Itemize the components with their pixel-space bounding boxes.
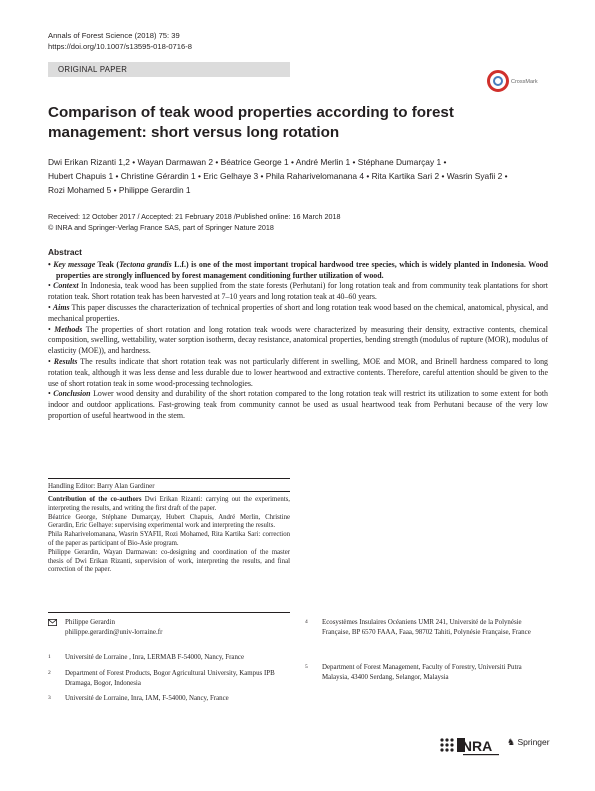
conclusion-text: Lower wood density and durability of the short rotation compared to the long rotation teak will restrict its utilization to some extent for both indoor and outdoor applications. Fast-growing teak from community cannot be used as usual heartwood teak from Perhutani because of the very low proportion of useful heartwood in the stem. — [48, 389, 548, 420]
inra-logo — [437, 734, 507, 760]
conclusion-label: Conclusion — [53, 389, 91, 399]
paper-title: Comparison of teak wood properties according to forest management: short versus long rotation — [48, 104, 454, 141]
key-message: • Key message Teak (Tectona grandis L.f.) is one of the most important tropical hardwood tree species, which is widely planted in Indonesia. Wood properties are strongly influenced by forest management conditioning further utilization of wood. — [48, 259, 548, 280]
publication-dates — [48, 212, 340, 233]
affiliation-text: Université de Lorraine , Inra, LERMAB F-54000, Nancy, France — [65, 654, 245, 661]
abstract-aims: • Aims This paper discusses the characterization of technical properties of short and long rotation teak wood based on the chemical, anatomical, physical, and mechanical properties. — [48, 302, 548, 323]
crossmark-icon — [487, 70, 509, 92]
abstract-results: • Results The results indicate that short rotation teak was not particularly different in swelling, MOE and MOR, and Brinell hardness compared to long rotation teak, although it was less dense and less durable due to lower heartwood and extractive contents. Therefore, careful attention should be given to the use of short rotation teak in some wood-processing technologies. — [48, 356, 548, 388]
corresponding-email[interactable]: philippe.gerardin@univ-lorraine.fr — [65, 627, 163, 636]
abstract-methods: • Methods The properties of short rotation and long rotation teak woods were characterized by measuring their density, extractive contents, chemical composition, swelling, wettability, water sorption isotherm, decay resistance, anatomical properties, bending strength (modulus of rupture (MOR), modulus of elasticity (MOE)), and hardness. — [48, 324, 548, 356]
key-message-post: L.f.) is one of the most important tropical hardwood tree species, which is widely planted in Indonesia. Wood properties are strongly influenced by forest management conditioning further utilization of wood. — [56, 259, 548, 280]
results-label: Results — [53, 356, 78, 366]
crossmark-button[interactable] — [487, 70, 549, 96]
corresponding-author — [48, 618, 162, 637]
affiliation-number: 4 — [305, 619, 308, 625]
abstract-conclusion: • Conclusion Lower wood density and durability of the short rotation compared to the long rotation teak will restrict its utilization to some extent for both indoor and outdoor applications. Fast-growing teak from community cannot be used as usual heartwood teak from Perhutani because of the very low proportion of useful heartwood in the stem. — [48, 389, 548, 420]
contribution-text-2: Béatrice George, Stéphane Dumarçay, Hubert Chapuis, André Merlin, Christine Gerardin, Eric Gelhaye: supervising experimental work and interpreting the results. — [48, 513, 290, 530]
methods-text: The properties of short rotation and long rotation teak woods were characterized by measuring their density, extractive contents, chemical composition, swelling, wettability, water sorption isotherm, decay resistance, anatomical properties, bending strength (modulus of rupture (MOR), modulus of elasticity (MOE)), and hardness. — [48, 324, 548, 356]
springer-logo — [507, 737, 550, 748]
abstract — [48, 247, 548, 422]
affiliation-number: 2 — [48, 670, 51, 676]
springer-logo-text: Springer — [517, 737, 550, 747]
springer-horse-icon: ♞ — [507, 737, 516, 747]
corresponding-name: Philippe Gerardin — [65, 618, 115, 626]
journal-header — [48, 30, 192, 52]
affiliation-number: 1 — [48, 654, 51, 660]
contribution-label: Contribution of the co-authors — [48, 496, 142, 503]
article-type-band: ORIGINAL PAPER — [48, 62, 290, 77]
contribution-paragraph — [48, 496, 290, 514]
journal-citation: Annals of Forest Science (2018) 75: 39 — [48, 31, 180, 40]
species-name: Tectona grandis — [119, 259, 172, 269]
contribution-text-3: Phila Raharivelomanana, Wasrin SYAFII, Rozi Mohamed, Rita Kartika Sari: correction of the paper as participant of Bio-Asie program. — [48, 531, 290, 547]
results-text: The results indicate that short rotation teak was not particularly different in swelling, MOE and MOR, and Brinell hardness compared to long rotation teak, although it was less dense and less durable due to lower heartwood and extractive contents. Therefore, careful attention should be given to the use of short rotation teak in some wood-processing technologies. — [48, 356, 548, 388]
author-line-1: Dwi Erikan Rizanti 1,2 • Wayan Darmawan 2 • Béatrice George 1 • André Merlin 1 • Stéphane Dumarçay 1 • — [48, 157, 447, 167]
copyright-line: © INRA and Springer-Verlag France SAS, part of Springer Nature 2018 — [48, 222, 274, 232]
author-line-2: Hubert Chapuis 1 • Christine Gérardin 1 • Eric Gelhaye 3 • Phila Raharivelomanana 4 • Rita Kartika Sari 2 • Wasrin Syafii 2 • — [48, 171, 508, 181]
context-text: In Indonesia, teak wood has been supplied from the state forests (Perhutani) for long rotation teak and from community teak plantations for short rotation teak. Short rotation teak has been harvested at 7–10 years and long rotation teak at 40–60 years. — [48, 281, 548, 302]
affiliation-text: Department of Forest Management, Faculty of Forestry, Universiti Putra Malaysia, 43400 Serdang, Selangor, Malaysia — [322, 664, 522, 681]
context-label: Context — [53, 281, 79, 291]
affiliation-number: 3 — [48, 695, 51, 701]
divider — [48, 478, 290, 479]
affiliation-text: Ecosystèmes Insulaires Océaniens UMR 241, Université de la Polynésie Française, BP 6570 FAAA, Faaa, 98702 Tahiti, Polynésie Française, France — [322, 619, 531, 636]
author-line-3: Rozi Mohamed 5 • Philippe Gerardin 1 — [48, 185, 191, 195]
dates-line: Received: 12 October 2017 / Accepted: 21 February 2018 /Published online: 16 March 2018 — [48, 212, 341, 221]
divider — [48, 612, 290, 613]
author-list — [48, 155, 548, 197]
affiliation-number: 5 — [305, 664, 308, 670]
key-message-pre: Teak ( — [95, 259, 120, 269]
affiliation-text: Université de Lorraine, Inra, IAM, F-54000, Nancy, France — [65, 695, 229, 702]
methods-label: Methods — [54, 324, 83, 334]
aims-text: This paper discusses the characterization of technical properties of short and long rotation teak wood based on the chemical, anatomical, physical, and mechanical properties. — [48, 302, 548, 323]
crossmark-label: CrossMark — [511, 79, 538, 85]
inra-logo-text: INRA — [458, 738, 493, 754]
contribution-text-4: Philippe Gerardin, Wayan Darmawan: co-designing and coordination of the master thesis of Dwi Erikan Rizanti, supervision of work, interpreting the results, and final correction of the paper. — [48, 548, 290, 574]
doi-link[interactable]: https://doi.org/10.1007/s13595-018-0716-8 — [48, 42, 192, 51]
key-message-label: Key message — [53, 259, 96, 269]
affiliation-text: Department of Forest Products, Bogor Agricultural University, Kampus IPB Dramaga, Bogor, Indonesia — [65, 670, 275, 687]
abstract-heading: Abstract — [48, 247, 82, 257]
contributions — [48, 496, 290, 575]
abstract-context: • Context In Indonesia, teak wood has been supplied from the state forests (Perhutani) for long rotation teak and from community teak plantations for short rotation teak. Short rotation teak has been harvested at 7–10 years and long rotation teak at 40–60 years. — [48, 281, 548, 302]
handling-editor: Handling Editor: Barry Alan Gardiner — [48, 482, 155, 490]
divider — [48, 491, 290, 492]
aims-label: Aims — [52, 302, 70, 312]
contribution-text-1: Dwi Erikan Rizanti: carrying out the experiments, interpreting the results, and writing the first draft of the paper. — [48, 496, 290, 512]
envelope-icon — [48, 619, 57, 630]
